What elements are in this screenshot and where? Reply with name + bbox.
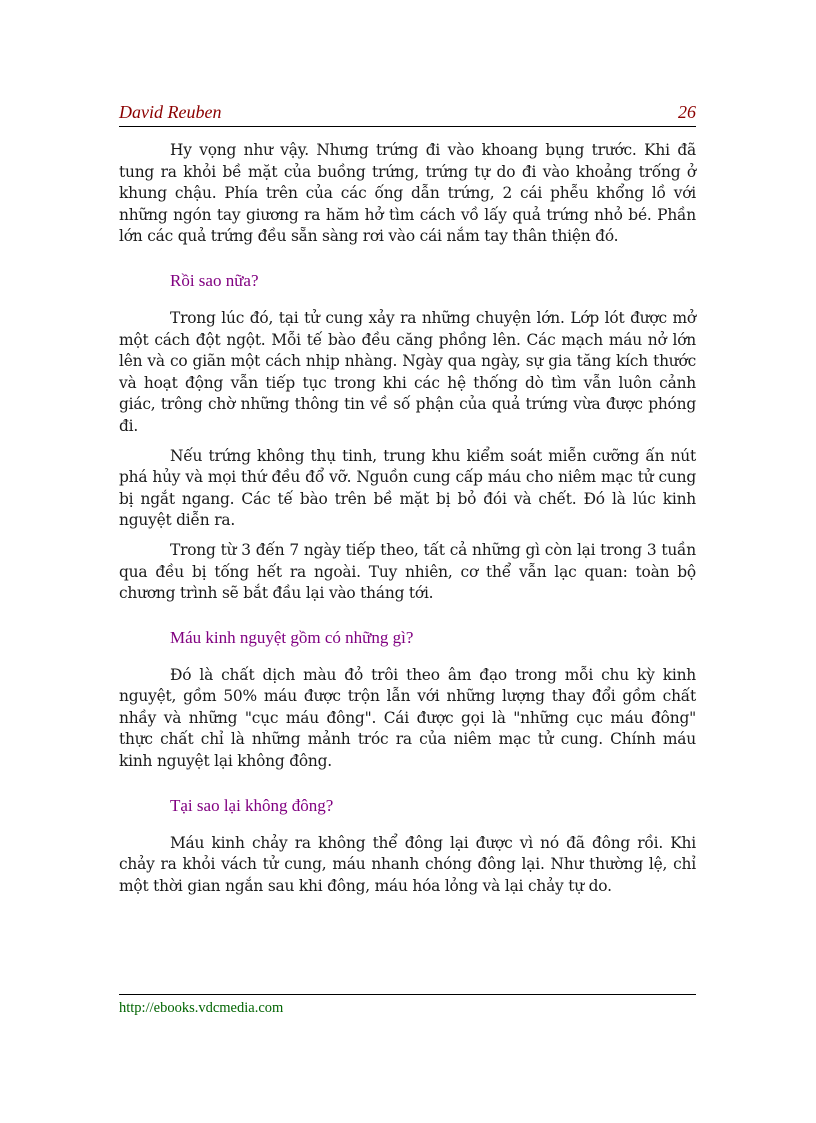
page-number: 26 bbox=[678, 102, 696, 122]
footer-link[interactable]: http://ebooks.vdcmedia.com bbox=[119, 1000, 284, 1016]
paragraph-5: Đó là chất dịch màu đỏ trôi theo âm đạo trong mỗi chu kỳ kinh nguyệt, gồm 50% máu được trộn lẫn với những lượng thay đổi gồm chất nhầy và những "cục máu đông". Cái được gọi là "những cục máu đông" thực chất chỉ là những mảnh tróc ra của niêm mạc tử cung. Chính máu kinh nguyệt lại không đông. bbox=[119, 665, 696, 771]
section-heading-1: Rồi sao nữa? bbox=[170, 270, 259, 290]
section-heading-2: Máu kinh nguyệt gồm có những gì? bbox=[170, 627, 414, 647]
page-header bbox=[119, 100, 696, 127]
section-heading-3: Tại sao lại không đông? bbox=[170, 795, 334, 815]
footer-divider bbox=[119, 994, 696, 995]
paragraph-1: Hy vọng như vậy. Nhưng trứng đi vào khoang bụng trước. Khi đã tung ra khỏi bề mặt của buồng trứng, trứng tự do đi vào khoảng trống ở khung chậu. Phía trên của các ống dẫn trứng, 2 cái phễu khổng lồ với những ngón tay giương ra hăm hở tìm cách vồ lấy quả trứng nhỏ bé. Phần lớn các quả trứng đều sẵn sàng rơi vào cái nắm tay thân thiện đó. bbox=[119, 141, 696, 246]
paragraph-3: Nếu trứng không thụ tinh, trung khu kiểm soát miễn cưỡng ấn nút phá hủy và mọi thứ đều đổ vỡ. Nguồn cung cấp máu cho niêm mạc tử cung bị ngắt ngang. Các tế bào trên bề mặt bị bỏ đói và chết. Đó là lúc kinh nguyệt diễn ra. bbox=[119, 446, 696, 530]
header-author: David Reuben bbox=[119, 102, 222, 122]
paragraph-4: Trong từ 3 đến 7 ngày tiếp theo, tất cả những gì còn lại trong 3 tuần qua đều bị tống hết ra ngoài. Tuy nhiên, cơ thể vẫn lạc quan: toàn bộ chương trình sẽ bắt đầu lại vào tháng tới. bbox=[119, 540, 696, 603]
paragraph-2: Trong lúc đó, tại tử cung xảy ra những chuyện lớn. Lớp lót được mở một cách đột ngột. Mỗi tế bào đều căng phồng lên. Các mạch máu nở lớn lên và co giãn một cách nhịp nhàng. Ngày qua ngày, sự gia tăng kích thước và hoạt động vẫn tiếp tục trong khi các hệ thống dò tìm vẫn luôn cảnh giác, trông chờ những thông tin về số phận của quả trứng vừa được phóng đi. bbox=[119, 308, 696, 435]
page-content bbox=[119, 140, 696, 905]
paragraph-6: Máu kinh chảy ra không thể đông lại được vì nó đã đông rồi. Khi chảy ra khỏi vách tử cung, máu nhanh chóng đông lại. Như thường lệ, chỉ một thời gian ngắn sau khi đông, máu hóa lỏng và lại chảy tự do. bbox=[119, 833, 696, 895]
